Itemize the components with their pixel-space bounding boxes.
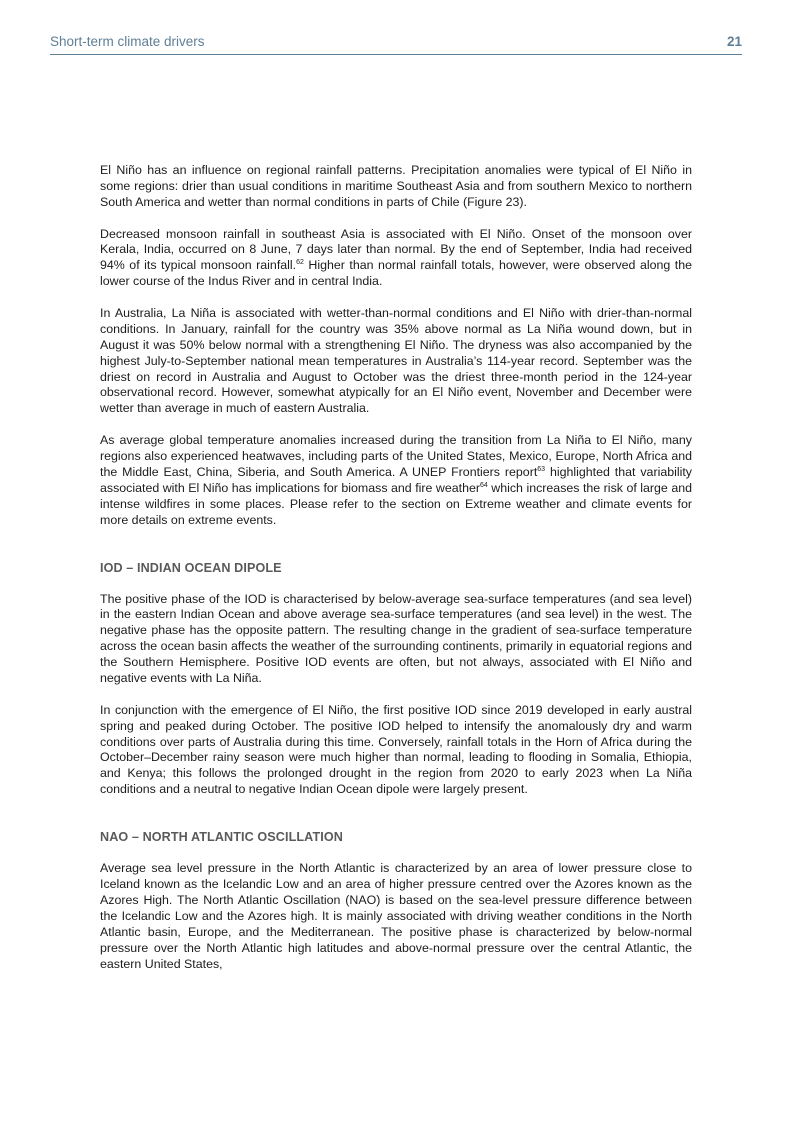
paragraph-monsoon <box>100 227 692 291</box>
monsoon-text-start: Decreased monsoon rainfall in southeast Asia is associated with El Niño. Onset of the monsoon over Kerala, India, occurred on 8 June, 7 days later than normal. By the end of September, India had received 94% of its typical monsoon rainfall. <box>100 226 692 273</box>
paragraph-nao-definition: Average sea level pressure in the North Atlantic is characterized by an area of lower pressure close to Iceland known as the Icelandic Low and an area of higher pressure centred over the Azores known as the Azores High. The North Atlantic Oscillation (NAO) is based on the sea-level pressure difference between the Icelandic Low and the Azores high. It is mainly associated with driving weather conditions in the North Atlantic basin, Europe, and the Mediterranean. The positive phase is characterized by below-normal pressure over the North Atlantic high latitudes and above-normal pressure over the central Atlantic, the eastern United States, <box>100 861 692 971</box>
section-title: Short-term climate drivers <box>50 34 205 49</box>
page-number: 21 <box>726 34 742 49</box>
page-body <box>100 163 692 988</box>
paragraph-australia: In Australia, La Niña is associated with wetter-than-normal conditions and El Niño with drier-than-normal conditions. In January, rainfall for the country was 35% above normal as La Niña wound down, but in August it was 50% below normal with a strengthening El Niño. The dryness was also accompanied by the highest July-to-September national mean temperatures in Australia’s 114-year record. September was the driest on record in Australia and August to October was the driest three-month period in the 124-year observational record. However, somewhat atypically for an El Niño event, November and December were wetter than average in much of eastern Australia. <box>100 305 692 416</box>
paragraph-iod-definition: The positive phase of the IOD is characterised by below-average sea-surface temperatures (and sea level) in the eastern Indian Ocean and above average sea-surface temperatures (and sea level) in the west. The negative phase has the opposite pattern. The resulting change in the gradient of sea-surface temperature across the ocean basin affects the weather of the surrounding continents, primarily in equatorial regions and the Southern Hemisphere. Positive IOD events are often, but not always, associated with El Niño and negative events with La Niña. <box>100 591 692 686</box>
footnote-ref-62[interactable]: 62 <box>296 259 304 267</box>
paragraph-heatwaves <box>100 433 692 528</box>
paragraph-el-nino-rainfall: El Niño has an influence on regional rainfall patterns. Precipitation anomalies were typical of El Niño in some regions: drier than usual conditions in maritime Southeast Asia and from southern Mexico to northern South America and wetter than normal conditions in parts of Chile (Figure 23). <box>100 163 692 209</box>
footnote-ref-64[interactable]: 64 <box>479 481 488 489</box>
heatwaves-text-part1: As average global temperature anomalies increased during the transition from La Niña to El Niño, many regions also experienced heatwaves, including parts of the United States, Mexico, Europe, North Africa and the Middle East, China, Siberia, and South America. A UNEP Frontiers report <box>100 433 692 479</box>
monsoon-text-end: Higher than normal rainfall totals, however, were observed along the lower course of the Indus River and in central India. <box>100 258 692 289</box>
heading-iod: IOD – INDIAN OCEAN DIPOLE <box>100 560 282 575</box>
heatwaves-text-part2: highlighted that variability associated with El Niño has implications for biomass and fire weather <box>100 464 693 495</box>
running-header <box>50 32 742 55</box>
footnote-ref-63[interactable]: 63 <box>537 465 546 473</box>
heatwaves-text-part3: which increases the risk of large and intense wildfires in some places. Please refer to the section on Extreme weather and climate events for more details on extreme events. <box>100 480 692 527</box>
paragraph-iod-2023: In conjunction with the emergence of El Niño, the first positive IOD since 2019 developed in early austral spring and peaked during October. The positive IOD helped to intensify the anomalously dry and warm conditions over parts of Australia during this time. Conversely, rainfall totals in the Horn of Africa during the October–December rainy season were much higher than normal, leading to flooding in Somalia, Ethiopia, and Kenya; this follows the prolonged drought in the region from 2020 to early 2023 when La Niña conditions and a neutral to negative Indian Ocean dipole were largely present. <box>100 702 692 797</box>
heading-nao: NAO – NORTH ATLANTIC OSCILLATION <box>100 830 343 845</box>
